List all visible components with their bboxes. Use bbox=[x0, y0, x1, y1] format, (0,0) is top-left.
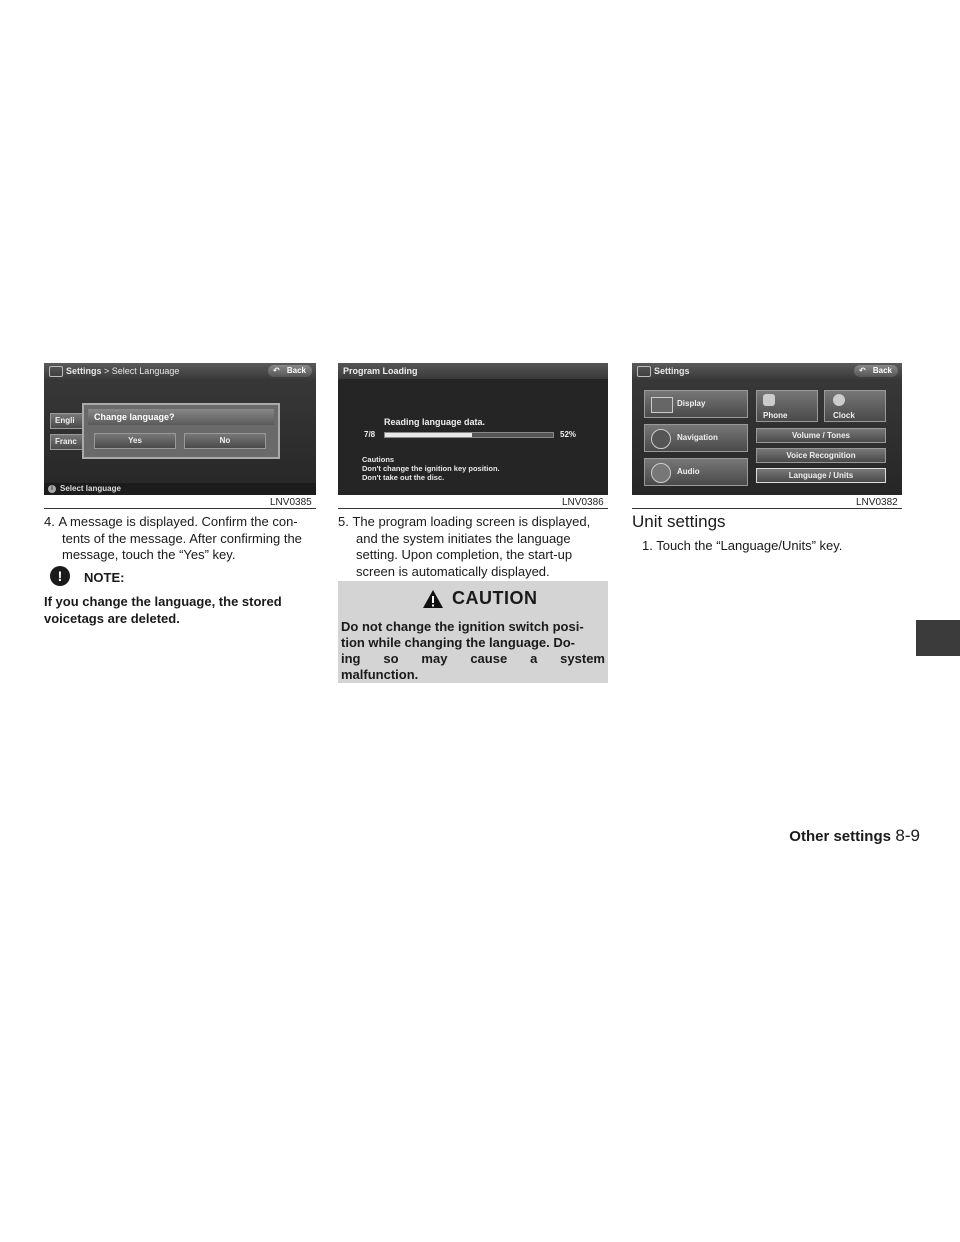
back-label: Back bbox=[872, 366, 892, 375]
audio-button[interactable] bbox=[644, 458, 748, 486]
clock-button[interactable] bbox=[824, 390, 886, 422]
cautions-label: Cautions bbox=[362, 455, 395, 464]
navigation-icon bbox=[651, 429, 671, 449]
phone-label: Phone bbox=[763, 411, 788, 420]
section-heading: Unit settings bbox=[632, 512, 726, 531]
audio-icon bbox=[651, 463, 671, 483]
clock-label: Clock bbox=[833, 411, 855, 420]
step-4 bbox=[44, 514, 319, 564]
phone-button[interactable] bbox=[756, 390, 818, 422]
footer-section: Other settings bbox=[789, 828, 891, 845]
navigation-button[interactable] bbox=[644, 424, 748, 452]
back-label: Back bbox=[286, 366, 306, 375]
voice-label: Voice Recognition bbox=[786, 451, 856, 460]
language-item-label: Franc bbox=[55, 437, 77, 446]
caution-line: ing so may cause a system bbox=[341, 651, 605, 666]
progress-count: 7/8 bbox=[364, 430, 376, 439]
note-line: voicetags are deleted. bbox=[44, 610, 180, 626]
step-text: message, touch the “Yes” key. bbox=[62, 547, 236, 562]
progress-percent: 52% bbox=[560, 430, 577, 439]
yes-button[interactable] bbox=[94, 433, 176, 449]
dialog-title: Change language? bbox=[94, 412, 175, 422]
figure-caption: LNV0386 bbox=[562, 497, 604, 508]
figure-rule bbox=[632, 508, 902, 509]
step-text: and the system initiates the language bbox=[356, 530, 571, 546]
screen-header bbox=[44, 363, 316, 379]
caution-line: tion while changing the language. Do- bbox=[341, 635, 575, 650]
chapter-tab bbox=[916, 620, 960, 656]
language-units-button[interactable] bbox=[756, 468, 886, 483]
step-5 bbox=[338, 514, 610, 580]
change-language-dialog bbox=[82, 403, 280, 459]
progress-bar bbox=[384, 432, 554, 438]
figure-rule bbox=[338, 508, 608, 509]
caution-line: malfunction. bbox=[341, 667, 419, 682]
info-icon: i bbox=[48, 485, 56, 493]
menu-icon bbox=[49, 366, 63, 377]
step-number: 4. bbox=[44, 514, 55, 529]
warning-triangle-icon bbox=[422, 589, 444, 609]
caution-box bbox=[338, 581, 608, 683]
program-loading-screenshot bbox=[338, 363, 608, 495]
note-label: NOTE: bbox=[84, 570, 125, 585]
display-icon bbox=[651, 397, 673, 413]
back-arrow-icon: ↶ bbox=[273, 366, 280, 375]
caution-title: CAUTION bbox=[452, 588, 538, 608]
language-label: Language / Units bbox=[788, 471, 854, 480]
caution-text bbox=[341, 619, 605, 683]
language-item-label: Engli bbox=[55, 416, 75, 425]
figure-caption: LNV0382 bbox=[856, 497, 898, 508]
step-text: screen is automatically displayed. bbox=[356, 563, 550, 579]
volume-label: Volume / Tones bbox=[792, 431, 850, 440]
note-line: If you change the language, the stored bbox=[44, 594, 282, 609]
clock-icon bbox=[833, 394, 845, 406]
settings-screenshot bbox=[632, 363, 902, 495]
status-text: Select language bbox=[60, 484, 121, 493]
back-arrow-icon: ↶ bbox=[859, 366, 866, 375]
page-footer bbox=[700, 826, 920, 846]
audio-label: Audio bbox=[677, 467, 700, 476]
step-text: setting. Upon completion, the start-up bbox=[356, 547, 573, 562]
loading-title: Program Loading bbox=[343, 366, 418, 376]
back-button[interactable] bbox=[854, 365, 898, 377]
cautions-text bbox=[362, 455, 500, 482]
step-text: The program loading screen is displayed, bbox=[352, 514, 591, 529]
screen-header bbox=[632, 363, 902, 379]
caution-line: Do not change the ignition switch posi- bbox=[341, 619, 584, 634]
progress-fill bbox=[385, 433, 472, 437]
step-text: A message is displayed. Confirm the con- bbox=[58, 514, 298, 529]
display-label: Display bbox=[677, 399, 706, 408]
exclamation-icon: ! bbox=[50, 566, 70, 586]
dialog-title-bar bbox=[88, 409, 274, 425]
note-text bbox=[44, 594, 324, 627]
reading-text: Reading language data. bbox=[384, 417, 486, 427]
caution-line: Don't take out the disc. bbox=[362, 473, 445, 482]
step-1: 1. Touch the “Language/Units” key. bbox=[642, 538, 843, 553]
voice-recognition-button[interactable] bbox=[756, 448, 886, 463]
step-number: 5. bbox=[338, 514, 349, 529]
select-language-screenshot bbox=[44, 363, 316, 495]
navigation-label: Navigation bbox=[677, 433, 718, 442]
display-button[interactable] bbox=[644, 390, 748, 418]
screen-title: Settings bbox=[66, 366, 102, 376]
step-text: tents of the message. After confirming the bbox=[62, 530, 302, 546]
screen-title: Settings bbox=[654, 366, 690, 376]
figure-rule bbox=[44, 508, 316, 509]
caution-line: Don't change the ignition key position. bbox=[362, 464, 500, 473]
back-button[interactable] bbox=[268, 365, 312, 377]
volume-tones-button[interactable] bbox=[756, 428, 886, 443]
status-bar bbox=[44, 483, 316, 495]
page-number: 8-9 bbox=[895, 826, 920, 845]
menu-icon bbox=[637, 366, 651, 377]
breadcrumb: > Select Language bbox=[104, 366, 180, 376]
no-button[interactable] bbox=[184, 433, 266, 449]
loading-header bbox=[338, 363, 608, 379]
phone-icon bbox=[763, 394, 775, 406]
no-label: No bbox=[219, 436, 231, 445]
yes-label: Yes bbox=[128, 436, 142, 445]
figure-caption: LNV0385 bbox=[270, 497, 312, 508]
